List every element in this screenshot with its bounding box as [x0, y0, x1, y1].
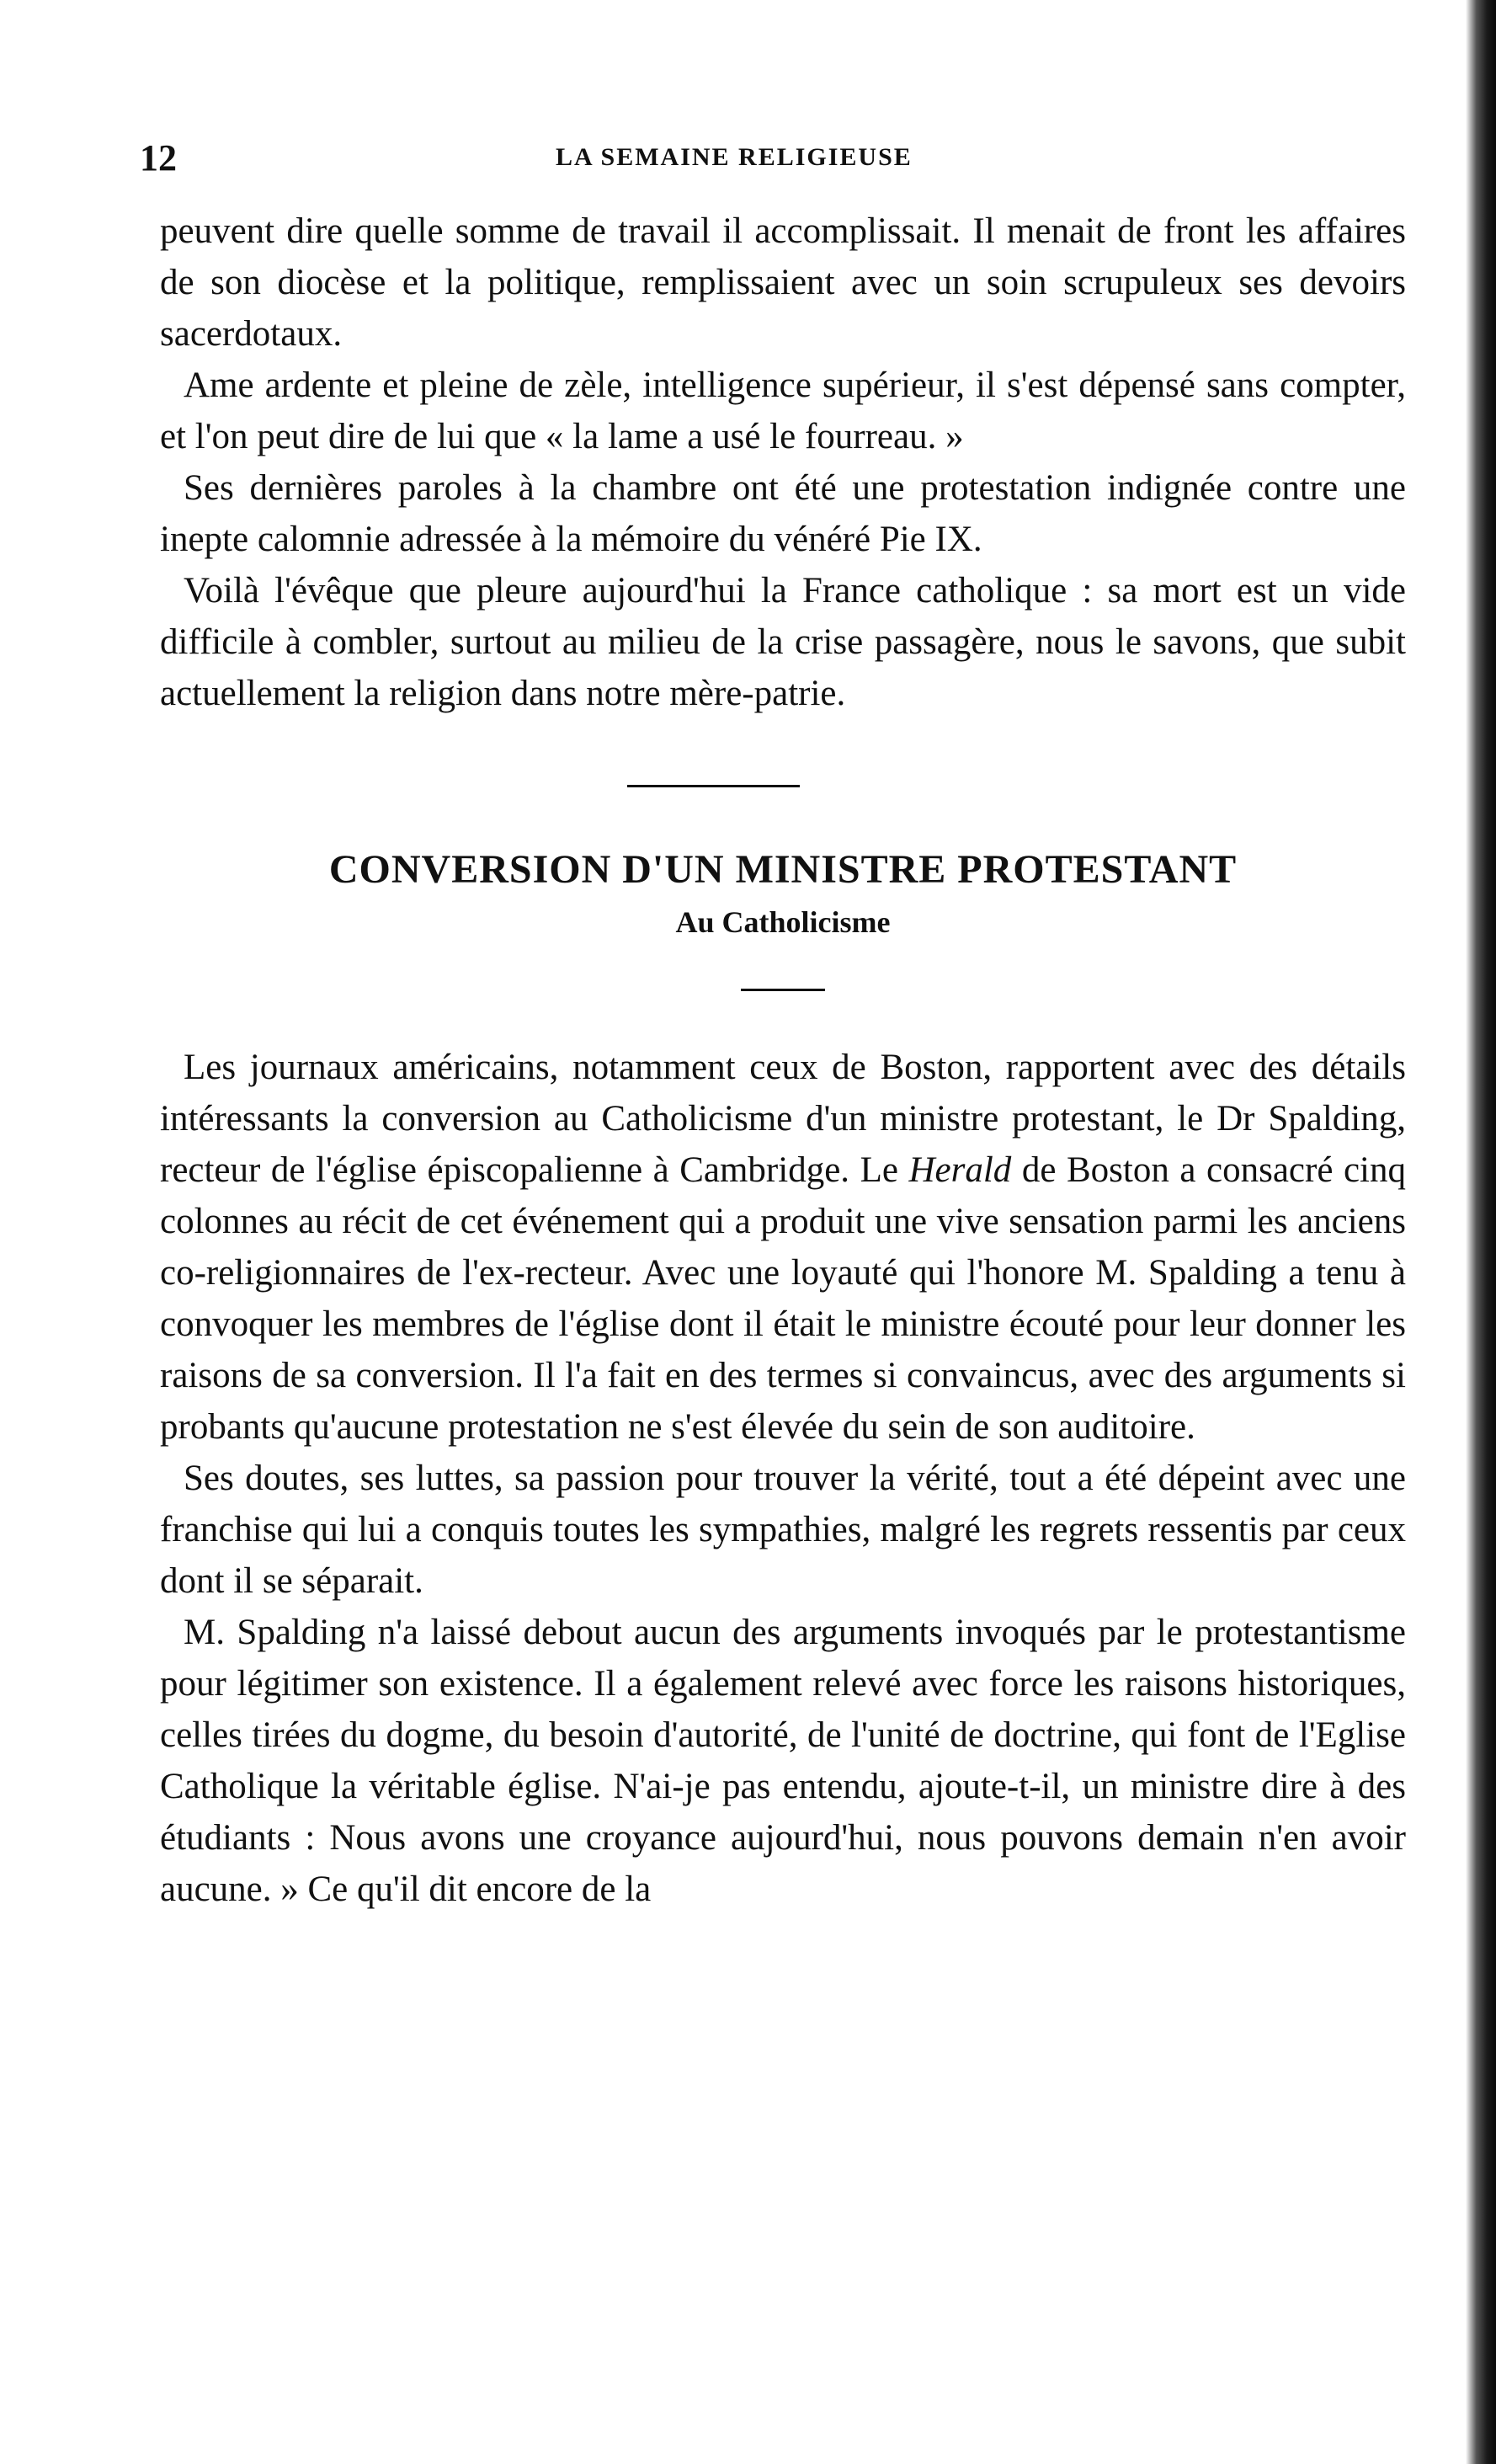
- paragraph: Ses dernières paroles à la chambre ont été une protestation indignée contre une inepte calomnie adressée à la mémoire du vénéré Pie IX.: [160, 468, 1406, 559]
- paragraph-text: Les journaux américains, notamment ceux de Boston, rapportent avec des détails intéressants la conversion au Catholicisme d'un ministre protestant, le Dr Spalding, recteur de l'église épiscopalienne à Cambridge. Le: [160, 1048, 1406, 1190]
- document-page: [140, 126, 1406, 1915]
- title-divider: [741, 989, 825, 991]
- paragraph-text: de Boston a consacré cinq colonnes au récit de cet événement qui a produit une vive sensation parmi les anciens co-religionnaires de l'ex-recteur. Avec une loyauté qui l'honore M. Spalding a tenu à convoquer les membres de l'église dont il était le ministre écouté pour leur donner les raisons de sa conversion. Il l'a fait en des termes si convaincus, avec des arguments si probants qu'aucune protestation ne s'est élevée du sein de son auditoire.: [160, 1150, 1406, 1447]
- article-subtitle: Au Catholicisme: [675, 905, 891, 939]
- paragraph: Voilà l'évêque que pleure aujourd'hui la France catholique : sa mort est un vide difficile à combler, surtout au milieu de la crise passagère, nous le savons, que subit actuellement la religion dans notre mère-patrie.: [160, 571, 1406, 713]
- paragraph: Ses doutes, ses luttes, sa passion pour trouver la vérité, tout a été dépeint avec une franchise qui lui a conquis toutes les sympathies, malgré les regrets ressentis par ceux dont il se séparait.: [160, 1459, 1406, 1601]
- page-number: 12: [140, 137, 177, 179]
- article-body: [160, 1042, 1406, 1915]
- section-divider: [627, 785, 800, 787]
- running-head: [140, 126, 1406, 179]
- newspaper-name: Herald: [908, 1150, 1012, 1190]
- journal-title: LA SEMAINE RELIGIEUSE: [556, 143, 913, 171]
- paragraph: [160, 1042, 1406, 1453]
- paragraph: Ame ardente et pleine de zèle, intelligence supérieur, il s'est dépensé sans compter, et l'on peut dire de lui que « la lame a usé le fourreau. »: [160, 365, 1406, 456]
- article-title: CONVERSION D'UN MINISTRE PROTESTANT: [328, 847, 1238, 892]
- section-obituary-text: [160, 205, 1406, 719]
- page-edge-shadow: [1466, 0, 1496, 2464]
- paragraph: peuvent dire quelle somme de travail il accomplissait. Il menait de front les affaires de son diocèse et la politique, remplissaient avec un soin scrupuleux ses devoirs sacerdotaux.: [160, 211, 1406, 354]
- paragraph: M. Spalding n'a laissé debout aucun des arguments invoqués par le protestantisme pour légitimer son existence. Il a également relevé avec force les raisons historiques, celles tirées du dogme, du besoin d'autorité, de l'unité de doctrine, qui font de l'Eglise Catholique la véritable église. N'ai-je pas entendu, ajoute-t-il, un ministre dire à des étudiants : Nous avons une croyance aujourd'hui, nous pouvons demain n'en avoir aucune. » Ce qu'il dit encore de la: [160, 1613, 1406, 1909]
